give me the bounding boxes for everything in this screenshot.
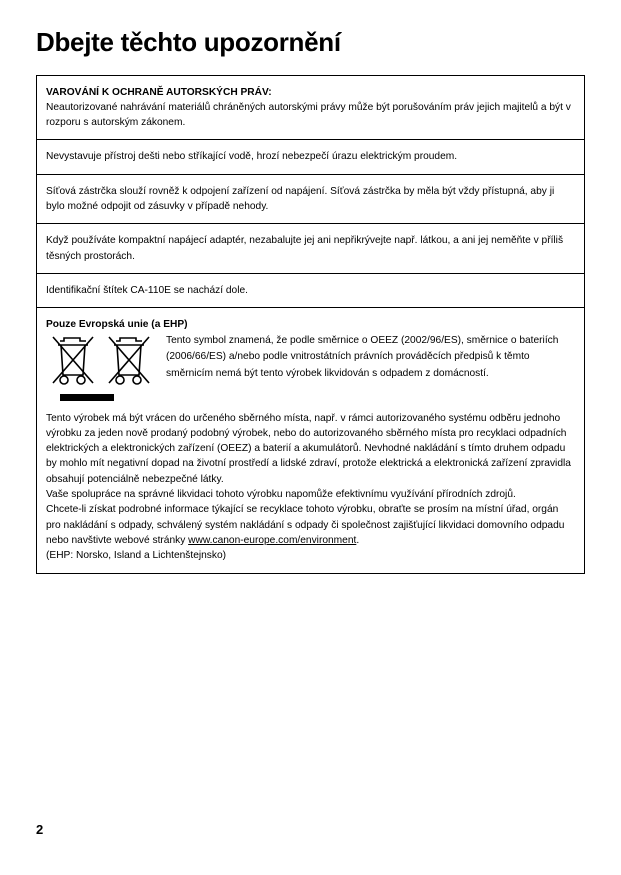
- eu-paragraph-1: Tento výrobek má být vrácen do určeného sběrného místa, např. v rámci autorizovaného systému odběru jednoho výrobku za jeden nově prodaný podobný výrobek, nebo do autorizovaného sběrného místa pro recyklaci odpadních elektrických a elektronických zařízení (OEEZ) a baterií a akumulátorů. Nevhodné nakládání s tímto druhem odpadu by mohlo mít negativní dopad na životní prostředí a lidské zdraví, protože elektrická a elektronická zařízení zpravidla obsahují potenciálně nebezpečné látky.: [46, 412, 571, 485]
- section-mains-plug: [37, 175, 584, 225]
- crossed-out-wheelie-bin-icon: [50, 335, 96, 387]
- section-copyright: [37, 76, 584, 141]
- eu-section-title: Pouze Evropská unie (a EHP): [46, 319, 188, 331]
- weee-icon-row: [46, 335, 156, 387]
- eu-contact-suffix: .: [356, 534, 360, 546]
- weee-icon-group: [46, 333, 156, 401]
- eu-contact-prefix: Chcete-li získat podrobné informace týkající se recyklace tohoto výrobku, obraťte se prosím na místní úřad, orgán pro nakládání s odpady, schválený systém nakládání s odpady či společnost zajišťující likvidaci domovního odpadu nebo navštivte webové stránky: [46, 504, 565, 546]
- black-bar-marking: [60, 394, 114, 401]
- warning-box-stack: [36, 75, 585, 574]
- page-number: 2: [36, 822, 44, 837]
- eu-intro-row: [46, 333, 575, 401]
- canon-environment-link[interactable]: www.canon-europe.com/environment: [188, 534, 357, 546]
- section-copyright-body: Neautorizované nahrávání materiálů chráněných autorskými právy může být porušováním práv jejich majitelů a být v rozporu s autorským zákonem.: [46, 101, 571, 129]
- eu-paragraph-2: Vaše spolupráce na správné likvidaci tohoto výrobku napomůže efektivnímu využívání přírodních zdrojů.: [46, 489, 516, 501]
- section-adapter-body: Když používáte kompaktní napájecí adaptér, nezabalujte jej ani nepřikrývejte např. látkou, a ani jej neměňte v příliš těsných prostorách.: [46, 235, 564, 262]
- crossed-out-wheelie-bin-battery-icon: [106, 335, 152, 387]
- eu-intro-text: Tento symbol znamená, že podle směrnice o OEEZ (2002/96/ES), směrnice o bateriích (2006/66/ES) a/nebo podle vnitrostátních právních prováděcích předpisů k těmto směrnicím nemá být tento výrobek likvidován s odpadem z domácností.: [166, 334, 559, 379]
- eu-footer-note: (EHP: Norsko, Island a Lichtenštejnsko): [46, 550, 227, 562]
- section-mains-plug-body: Síťová zástrčka slouží rovněž k odpojení zařízení od napájení. Síťová zástrčka by měla být vždy přístupná, aby ji bylo možné odpojit od zásuvky v případě nehody.: [46, 185, 555, 213]
- section-eu-weee: [37, 308, 584, 573]
- eu-paragraph-contact: [46, 502, 575, 548]
- section-water-warning-body: Nevystavuje přístroj dešti nebo stříkající vodě, hrozí nebezpečí úrazu elektrickým proudem.: [46, 151, 458, 163]
- section-adapter: [37, 224, 584, 274]
- page-title: Dbejte těchto upozornění: [36, 27, 341, 57]
- section-water-warning: [37, 140, 584, 174]
- section-id-label: [37, 274, 584, 308]
- section-id-label-body: Identifikační štítek CA-110E se nachází dole.: [46, 284, 248, 296]
- section-copyright-heading: VAROVÁNÍ K OCHRANĚ AUTORSKÝCH PRÁV:: [46, 86, 272, 98]
